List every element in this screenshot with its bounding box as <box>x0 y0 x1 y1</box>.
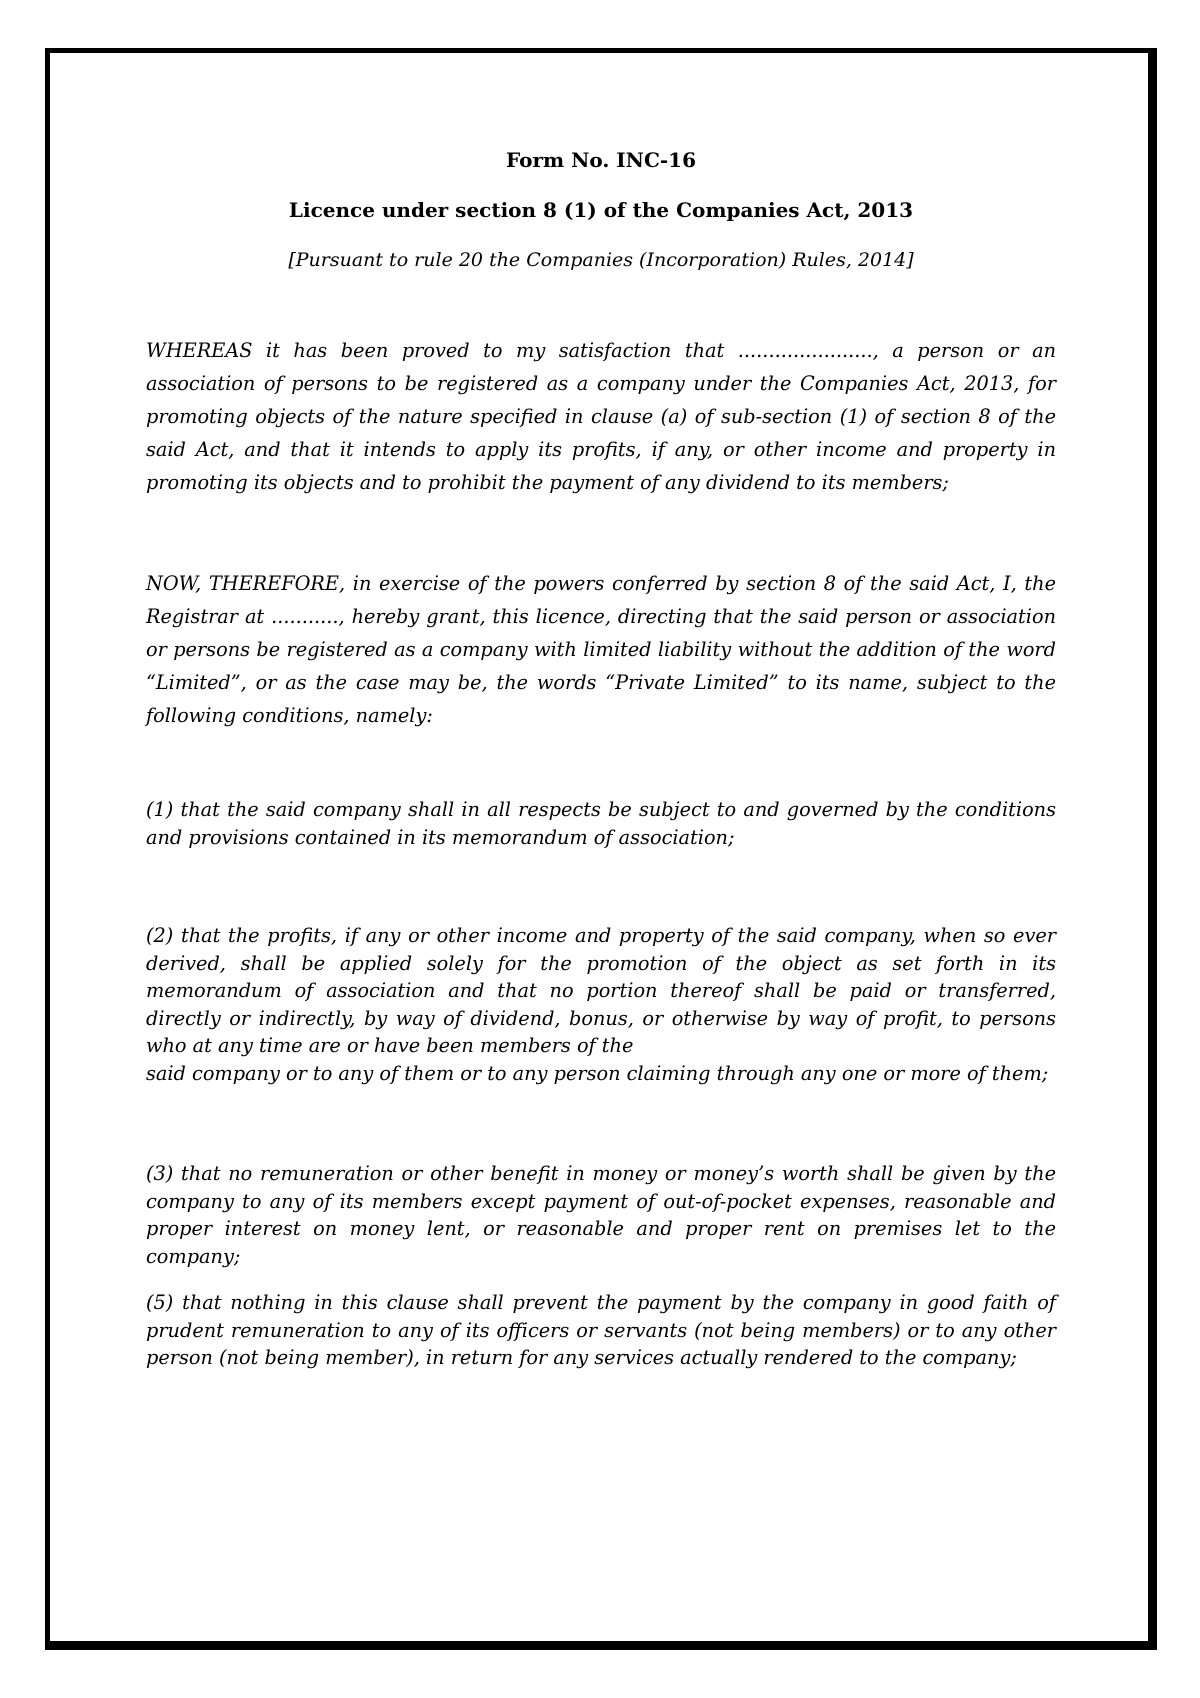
document-title: Licence under section 8 (1) of the Companies Act, 2013 <box>288 198 914 222</box>
condition-2-continuation: said company or to any of them or to any person claiming through any one or more of them; <box>146 1061 1049 1085</box>
now-therefore-paragraph: NOW, THEREFORE, in exercise of the powers conferred by section 8 of the said Act, I, the Registrar at ..........., hereby grant, this licence, directing that the said person or association or persons be registered as a company with limited liability without the addition of the word “Limited”, or as the case may be, the words “Private Limited” to its name, subject to the following conditions, namely: <box>146 572 1056 727</box>
document-subtitle: [Pursuant to rule 20 the Companies (Incorporation) Rules, 2014] <box>288 249 914 271</box>
whereas-paragraph: WHEREAS it has been proved to my satisfaction that ......................, a person or an association of persons to be registered as a company under the Companies Act, 2013, for promoting objects of the nature specified in clause (a) of sub-section (1) of section 8 of the said Act, and that it intends to apply its profits, if any, or other income and property in promoting its objects and to prohibit the payment of any dividend to its members; <box>146 339 1056 494</box>
document-body <box>146 140 1056 1372</box>
condition-2-paragraph: (2) that the profits, if any or other income and property of the said company, when so ever derived, shall be applied solely for the promotion of the object as set forth in its memorandum of association and that no portion thereof shall be paid or transferred, directly or indirectly, by way of dividend, bonus, or otherwise by way of profit, to persons who at any time are or have been members of the <box>146 924 1056 1057</box>
condition-3-paragraph: (3) that no remuneration or other benefit in money or money’s worth shall be given by the company to any of its members except payment of out-of-pocket expenses, reasonable and proper interest on money lent, or reasonable and proper rent on premises let to the company; <box>146 1162 1056 1268</box>
form-number: Form No. INC-16 <box>506 148 696 172</box>
condition-1-paragraph: (1) that the said company shall in all respects be subject to and governed by the conditions and provisions contained in its memorandum of association; <box>146 798 1056 849</box>
condition-2-block <box>146 922 1056 1087</box>
condition-5-paragraph: (5) that nothing in this clause shall prevent the payment by the company in good faith of prudent remuneration to any of its officers or servants (not being members) or to any other person (not being member), in return for any services actually rendered to the company; <box>146 1291 1056 1369</box>
